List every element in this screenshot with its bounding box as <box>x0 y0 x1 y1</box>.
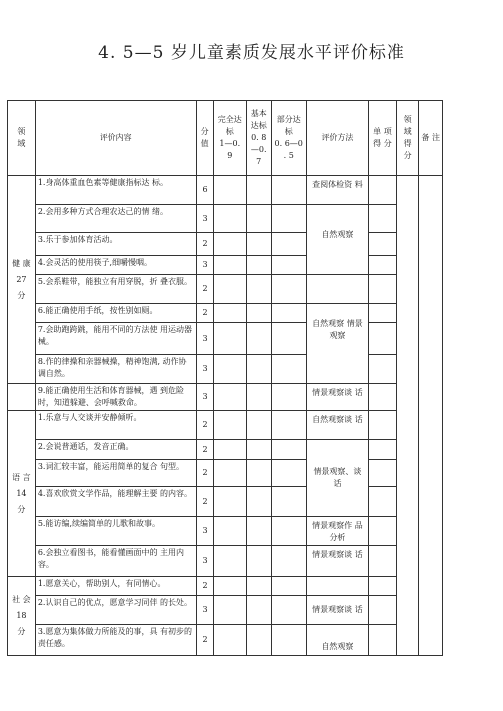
method-cell: 情景观察谈 话 <box>306 384 368 411</box>
item-score: 2 <box>196 440 213 460</box>
header-full: 完全达 标 1—0. 9 <box>213 101 246 176</box>
header-domain: 领 域 <box>8 101 36 176</box>
header-content: 评价内容 <box>35 101 196 176</box>
table-row <box>8 577 443 596</box>
item-text: 1.身高体重血色素等健康指标达 标。 <box>35 176 196 205</box>
table-row <box>8 176 443 205</box>
item-score: 2 <box>196 411 213 440</box>
item-score: 2 <box>196 625 213 656</box>
item-score: 2 <box>196 487 213 517</box>
method-cell: 查阅体检资 料 <box>306 176 368 205</box>
item-score: 2 <box>196 275 213 304</box>
item-score: 2 <box>196 304 213 323</box>
item-text: 4.会灵活的使用筷子,细嚼慢咽。 <box>35 256 196 275</box>
item-text: 3.愿意为集体做力所能及的事，具 有初步的责任感。 <box>35 625 196 656</box>
header-item-score: 单 项 得 分 <box>369 101 397 176</box>
item-score: 6 <box>196 176 213 205</box>
domain-score-cell <box>396 176 419 656</box>
table-row <box>8 460 443 487</box>
item-score: 3 <box>196 546 213 577</box>
method-cell: 情景观察作 品 分析 <box>306 517 368 546</box>
method-cell: 自然观察谈 话 <box>306 411 368 440</box>
header-row <box>8 101 443 176</box>
method-cell: 自然观察 <box>306 205 368 275</box>
item-score: 2 <box>196 460 213 487</box>
domain-language: 语 言 14 分 <box>8 411 36 577</box>
item-text: 6.会独立看图书，能看懂画面中的 主用内容。 <box>35 546 196 577</box>
item-score: 3 <box>196 256 213 275</box>
item-text: 1.乐意与人交谈并安静倾听。 <box>35 411 196 440</box>
item-text: 3.词汇较丰富，能运用简单的复合 句型。 <box>35 460 196 487</box>
item-score: 3 <box>196 517 213 546</box>
item-score: 2 <box>196 233 213 256</box>
method-cell: 情景观察谈 话 <box>306 546 368 577</box>
item-score: 3 <box>196 596 213 625</box>
header-remark: 备 注 <box>419 101 443 176</box>
header-domain-score: 领 域 得 分 <box>396 101 419 176</box>
item-text: 9.能正确使用生活和体育器械，遇 到危险时，知道躲避、会呼喊救命。 <box>35 384 196 411</box>
page-title: 4. 5—5 岁儿童素质发展水平评价标准 <box>98 43 405 63</box>
header-basic: 基本 达标 0. 8 —0. 7 <box>246 101 271 176</box>
item-text: 2.会说普通话，发音正确。 <box>35 440 196 460</box>
item-score: 2 <box>196 577 213 596</box>
table-row <box>8 256 443 275</box>
table-row <box>8 596 443 625</box>
evaluation-table <box>7 100 443 656</box>
item-text: 1.愿意关心，帮助别人，有同情心。 <box>35 577 196 596</box>
item-text: 5.会系鞋带，能独立有用穿脱，折 叠衣服。 <box>35 275 196 304</box>
item-text: 2.会用多种方式合理农达己的情 绪。 <box>35 205 196 233</box>
method-cell: 自然观察 情景 观察 <box>306 304 368 384</box>
item-text: 4.喜欢欣赏文学作品，能理解主要 的内容。 <box>35 487 196 517</box>
header-method: 评价方法 <box>306 101 368 176</box>
table-row <box>8 487 443 517</box>
table-row <box>8 323 443 355</box>
item-text: 2.认识自己的优点，愿意学习同伴 的长处。 <box>35 596 196 625</box>
table-row <box>8 304 443 323</box>
header-partial: 部分达 标 0. 6—0 . 5 <box>271 101 306 176</box>
table-row <box>8 411 443 440</box>
method-cell: 自然观察 <box>306 625 368 656</box>
item-score: 3 <box>196 384 213 411</box>
item-text: 8.作的律操和亲器械操，精神饱满, 动作协调自然。 <box>35 355 196 384</box>
table-row <box>8 233 443 256</box>
remark-cell <box>419 176 443 656</box>
table-row <box>8 205 443 233</box>
table-row <box>8 355 443 384</box>
item-score: 3 <box>196 323 213 355</box>
table-row <box>8 517 443 546</box>
table-row <box>8 384 443 411</box>
table-row <box>8 546 443 577</box>
item-text: 7.会助跑跨跳，能用不同的方法使 用运动器械。 <box>35 323 196 355</box>
item-score: 3 <box>196 355 213 384</box>
item-text: 5.能访编,续编简单的儿歌和故事。 <box>35 517 196 546</box>
table-row <box>8 625 443 656</box>
domain-social: 社 会 18 分 <box>8 577 36 656</box>
table-row <box>8 275 443 304</box>
method-cell: 情景观察谈 话 <box>306 596 368 625</box>
item-score: 3 <box>196 205 213 233</box>
item-text: 6.能正确使用手纸，按性别如厕。 <box>35 304 196 323</box>
header-score: 分 值 <box>196 101 213 176</box>
domain-health: 健 康 27 分 <box>8 176 36 384</box>
item-text: 3.乐于参加体育活动。 <box>35 233 196 256</box>
table-row <box>8 440 443 460</box>
method-cell: 情景观察、谈 话 <box>306 440 368 517</box>
